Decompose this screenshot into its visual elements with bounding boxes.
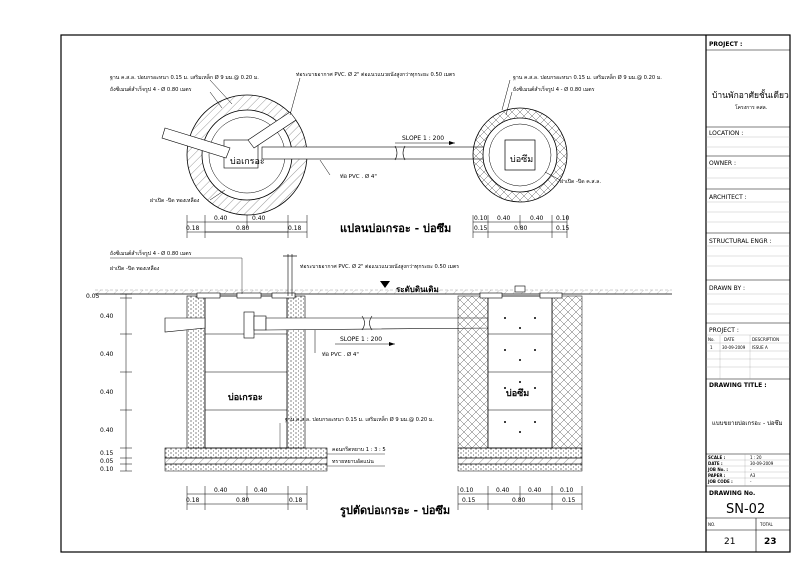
plan-dim-rb-1: 0.80 bbox=[514, 225, 528, 232]
sec-dim-lb-2: 0.18 bbox=[289, 497, 303, 504]
tb-project2-label: PROJECT : bbox=[709, 327, 739, 334]
section-note-base: ฐาน ค.ส.ล. ปอบกรอะหนา 0.15 ม. เสริมเหล็ก Ø 9 มม.@ 0.20 ม. bbox=[285, 417, 434, 423]
tb-jobcode-value: - bbox=[750, 479, 752, 484]
sec-dim-rt-3: 0.10 bbox=[560, 487, 574, 494]
tb-scale-label: SCALE : bbox=[708, 455, 726, 460]
section-note-lid: ฝาเปิด -ปิด ทองเหลือง bbox=[110, 266, 160, 272]
sec-ldim-1: 0.40 bbox=[100, 313, 114, 320]
tb-scale-value: 1 : 20 bbox=[750, 455, 762, 460]
sec-dim-rb-1: 0.80 bbox=[512, 497, 526, 504]
tb-drawing-title-label: DRAWING TITLE : bbox=[709, 382, 767, 389]
sec-dim-rb-2: 0.15 bbox=[562, 497, 576, 504]
tb-job-label: JOB No. : bbox=[708, 467, 728, 472]
plan-dim-lb-1: 0.80 bbox=[236, 225, 250, 232]
tb-rev-r2: ISSUE A bbox=[752, 345, 768, 350]
plan-view bbox=[110, 71, 662, 238]
plan-dim-lb-0: 0.18 bbox=[186, 225, 200, 232]
sec-dim-lb-1: 0.80 bbox=[236, 497, 250, 504]
sec-dim-lt-1: 0.40 bbox=[254, 487, 268, 494]
sec-ldim-0: 0.05 bbox=[86, 293, 100, 300]
sec-dim-rt-1: 0.40 bbox=[496, 487, 510, 494]
plan-soak-label: บ่อซึม bbox=[510, 155, 534, 165]
plan-dim-lt-0: 0.40 bbox=[214, 215, 228, 222]
plan-septic-label: บ่อเกรอะ bbox=[230, 157, 265, 167]
sec-dim-rt-2: 0.40 bbox=[528, 487, 542, 494]
tb-project-name: บ้านพักอาศัยชั้นเดียว bbox=[712, 91, 789, 101]
section-left-dimensions bbox=[120, 294, 132, 471]
plan-dim-rt-2: 0.40 bbox=[530, 215, 544, 222]
tb-drawn-label: DRAWN BY : bbox=[709, 285, 746, 292]
tb-date-label: DATE : bbox=[708, 461, 723, 466]
tb-paper-value: A3 bbox=[750, 473, 756, 478]
tb-project-sub: โครงการ คสล. bbox=[735, 105, 768, 111]
plan-note-ring-right: ถังซีเมนต์สำเร็จรูป 4 - Ø 0.80 เมตร bbox=[513, 87, 595, 93]
tb-architect-label: ARCHITECT : bbox=[709, 194, 747, 201]
tb-rev-h1: DATE bbox=[724, 337, 735, 342]
tb-structural-label: STRUCTURAL ENGR : bbox=[709, 238, 772, 245]
plan-dim-rb-0: 0.15 bbox=[474, 225, 488, 232]
plan-note-ring-left: ถังซีเมนต์สำเร็จรูป 4 - Ø 0.80 เมตร bbox=[110, 87, 192, 93]
section-pipe-note: ท่อ PVC . Ø 4" bbox=[322, 352, 359, 358]
tb-jobcode-label: JOB CODE : bbox=[708, 479, 733, 484]
tb-paper-label: PAPER : bbox=[708, 473, 726, 478]
sec-dim-rb-0: 0.15 bbox=[462, 497, 476, 504]
plan-dim-rt-3: 0.10 bbox=[556, 215, 570, 222]
plan-note-vent: ท่อระบายอากาศ PVC. Ø 2" ต่อแนวแนวผนังสูงกว่าทุกระยะ 0.50 เมตร bbox=[296, 72, 456, 78]
tb-owner-label: OWNER : bbox=[709, 160, 737, 167]
plan-dim-rt-0: 0.10 bbox=[474, 215, 488, 222]
soak-pit-base bbox=[458, 448, 582, 458]
section-view bbox=[86, 249, 672, 518]
plan-note-base-left: ฐาน ค.ส.ล. ปอบกรอะหนา 0.15 ม. เสริมเหล็ก Ø 9 มม.@ 0.20 ม. bbox=[110, 75, 259, 81]
sec-ldim-7: 0.10 bbox=[100, 466, 114, 473]
section-soak-label: บ่อซึม bbox=[506, 389, 530, 399]
plan-pipe-note: ท่อ PVC . Ø 4" bbox=[340, 174, 377, 180]
sec-dim-lb-0: 0.18 bbox=[186, 497, 200, 504]
tb-rev-h0: No. bbox=[708, 337, 715, 342]
section-title: รูปตัดบ่อเกรอะ - บ่อซึม bbox=[340, 504, 451, 517]
plan-slope: SLOPE 1 : 200 bbox=[402, 135, 445, 142]
plan-dim-rt-1: 0.40 bbox=[497, 215, 511, 222]
plan-dim-rb-2: 0.15 bbox=[556, 225, 570, 232]
plan-title: แปลนบ่อเกรอะ - บ่อซึม bbox=[340, 222, 452, 235]
tb-location-label: LOCATION : bbox=[709, 130, 744, 137]
section-note-ring: ถังซีเมนต์สำเร็จรูป 4 - Ø 0.80 เมตร bbox=[110, 251, 192, 257]
section-septic-label: บ่อเกรอะ bbox=[228, 393, 263, 403]
sec-ldim-5: 0.15 bbox=[100, 450, 114, 457]
tb-no-value: 21 bbox=[724, 537, 736, 547]
section-note-mortar: คอนกรีตหยาบ 1 : 3 : 5 bbox=[332, 447, 386, 453]
tb-date-value: 30-09-2009 bbox=[750, 461, 774, 466]
tb-total-value: 23 bbox=[764, 537, 777, 547]
plan-note-base-right: ฐาน ค.ส.ล. ปอบกรอะหนา 0.15 ม. เสริมเหล็ก Ø 9 มม.@ 0.20 ม. bbox=[513, 75, 662, 81]
septic-base bbox=[165, 448, 327, 458]
tb-rev-r1: 30-09-2009 bbox=[722, 345, 746, 350]
section-slope: SLOPE 1 : 200 bbox=[340, 336, 383, 343]
ground-level-label: ระดับดินเดิม bbox=[396, 285, 439, 294]
sec-dim-rt-0: 0.10 bbox=[460, 487, 474, 494]
sec-dim-lt-0: 0.40 bbox=[214, 487, 228, 494]
sec-ldim-4: 0.40 bbox=[100, 427, 114, 434]
tb-job-value: - bbox=[750, 467, 752, 472]
tb-drawing-no-label: DRAWING No. bbox=[709, 490, 756, 497]
plan-dim-lb-2: 0.18 bbox=[288, 225, 302, 232]
plan-dim-lt-1: 0.40 bbox=[252, 215, 266, 222]
plan-lid-left: ฝาเปิด -ปิด ทองเหลือง bbox=[150, 198, 200, 204]
plan-lid-right: ฝาเปิด -ปิด ค.ส.ล. bbox=[560, 179, 601, 185]
sec-ldim-2: 0.40 bbox=[100, 351, 114, 358]
tb-project-label: PROJECT : bbox=[709, 41, 743, 48]
tb-rev-r0: 1 bbox=[710, 345, 713, 350]
section-note-vent: ท่อระบายอากาศ PVC. Ø 2" ต่อแนวแนวผนังสูงกว่าทุกระยะ 0.50 เมตร bbox=[300, 264, 460, 270]
tb-drawing-no: SN-02 bbox=[726, 502, 766, 517]
section-connecting-pipe bbox=[266, 318, 490, 330]
tb-rev-h2: DESCRIPTION bbox=[752, 337, 780, 342]
sec-ldim-3: 0.40 bbox=[100, 389, 114, 396]
tb-no-label: NO. bbox=[708, 522, 716, 527]
tb-total-label: TOTAL bbox=[760, 522, 773, 527]
sec-ldim-6: 0.05 bbox=[100, 458, 114, 465]
plan-connecting-pipe bbox=[262, 147, 500, 159]
tb-drawing-title: แบบขยายบ่อเกรอะ - บ่อซึม bbox=[712, 420, 783, 427]
section-note-sand: ทรายหยาบอัดแน่น bbox=[332, 459, 374, 465]
